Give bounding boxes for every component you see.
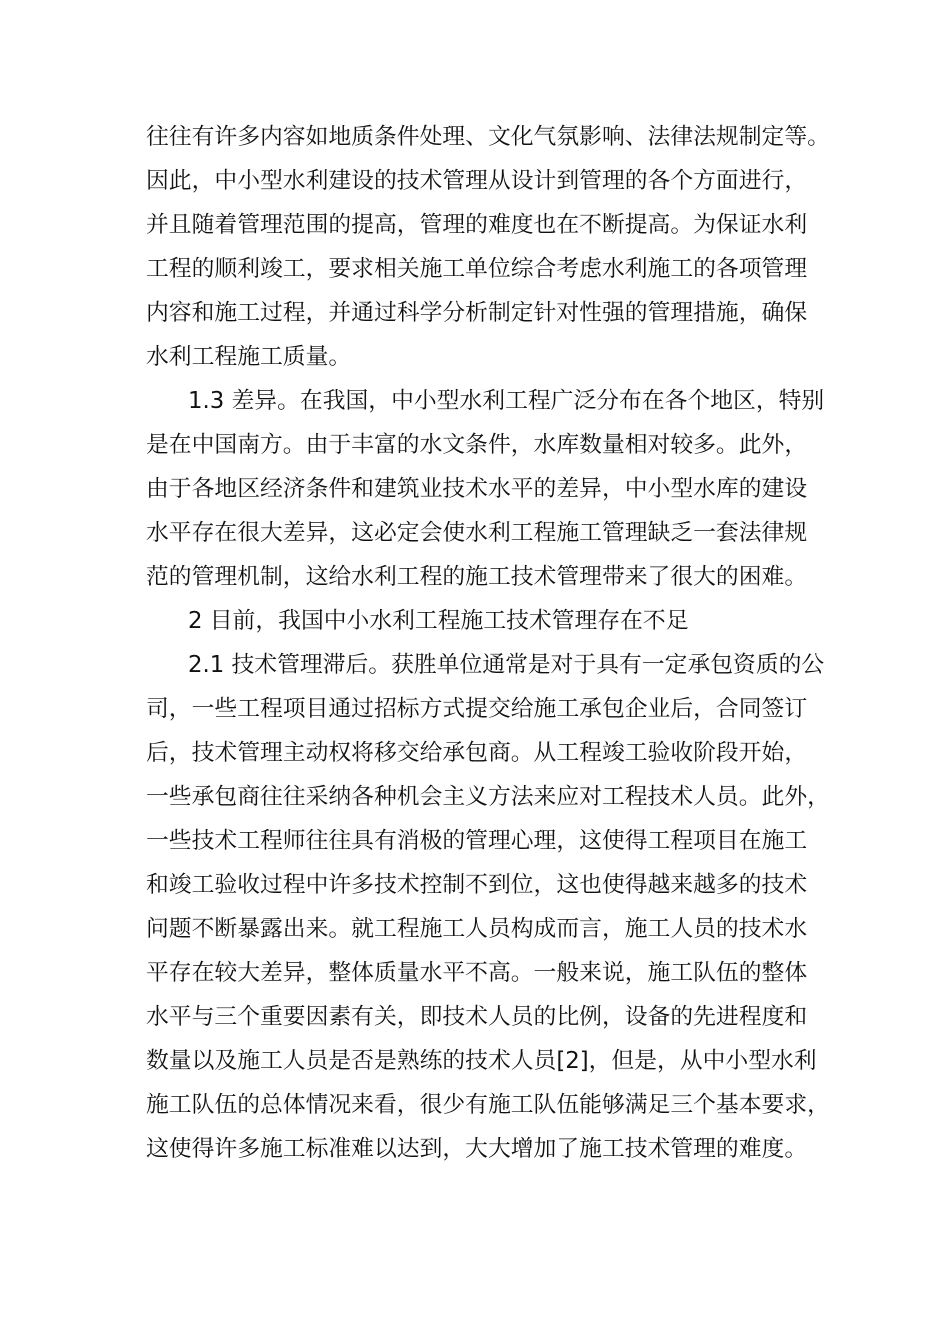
text-line: 平存在较大差异，整体质量水平不高。一般来说，施工队伍的整体 bbox=[146, 960, 808, 986]
text-line: 往往有许多内容如地质条件处理、文化气氛影响、法律法规制定等。 bbox=[146, 124, 830, 150]
text-line: 数量以及施工人员是否是熟练的技术人员[2]，但是，从中小型水利 bbox=[146, 1048, 817, 1074]
text-line: 由于各地区经济条件和建筑业技术水平的差异，中小型水库的建设 bbox=[146, 476, 808, 502]
text-line: 水平与三个重要因素有关，即技术人员的比例，设备的先进程度和 bbox=[146, 1004, 808, 1030]
text-line: 内容和施工过程，并通过科学分析制定针对性强的管理措施，确保 bbox=[146, 300, 808, 326]
text-line: 司，一些工程项目通过招标方式提交给施工承包企业后，合同签订 bbox=[146, 696, 808, 722]
text-line: 施工队伍的总体情况来看，很少有施工队伍能够满足三个基本要求， bbox=[146, 1092, 830, 1118]
section-heading-2: 2 目前，我国中小水利工程施工技术管理存在不足 bbox=[188, 608, 689, 634]
text-line: 工程的顺利竣工，要求相关施工单位综合考虑水利施工的各项管理 bbox=[146, 256, 808, 282]
text-line: 一些承包商往往采纳各种机会主义方法来应对工程技术人员。此外， bbox=[146, 784, 830, 810]
text-line: 这使得许多施工标准难以达到，大大增加了施工技术管理的难度。 bbox=[146, 1136, 808, 1162]
text-line: 范的管理机制，这给水利工程的施工技术管理带来了很大的困难。 bbox=[146, 564, 808, 590]
text-line: 是在中国南方。由于丰富的水文条件，水库数量相对较多。此外， bbox=[146, 432, 808, 458]
text-line: 一些技术工程师往往具有消极的管理心理，这使得工程项目在施工 bbox=[146, 828, 808, 854]
text-line: 问题不断暴露出来。就工程施工人员构成而言，施工人员的技术水 bbox=[146, 916, 808, 942]
text-line: 后，技术管理主动权将移交给承包商。从工程竣工验收阶段开始， bbox=[146, 740, 808, 766]
section-heading-2-1: 2.1 技术管理滞后。获胜单位通常是对于具有一定承包资质的公 bbox=[188, 652, 825, 678]
text-line: 水利工程施工质量。 bbox=[146, 344, 352, 370]
section-heading-1-3: 1.3 差异。在我国，中小型水利工程广泛分布在各个地区，特别 bbox=[188, 388, 825, 414]
text-line: 水平存在很大差异，这必定会使水利工程施工管理缺乏一套法律规 bbox=[146, 520, 808, 546]
text-line: 和竣工验收过程中许多技术控制不到位，这也使得越来越多的技术 bbox=[146, 872, 808, 898]
text-line: 因此，中小型水利建设的技术管理从设计到管理的各个方面进行， bbox=[146, 168, 808, 194]
text-line: 并且随着管理范围的提高，管理的难度也在不断提高。为保证水利 bbox=[146, 212, 808, 238]
